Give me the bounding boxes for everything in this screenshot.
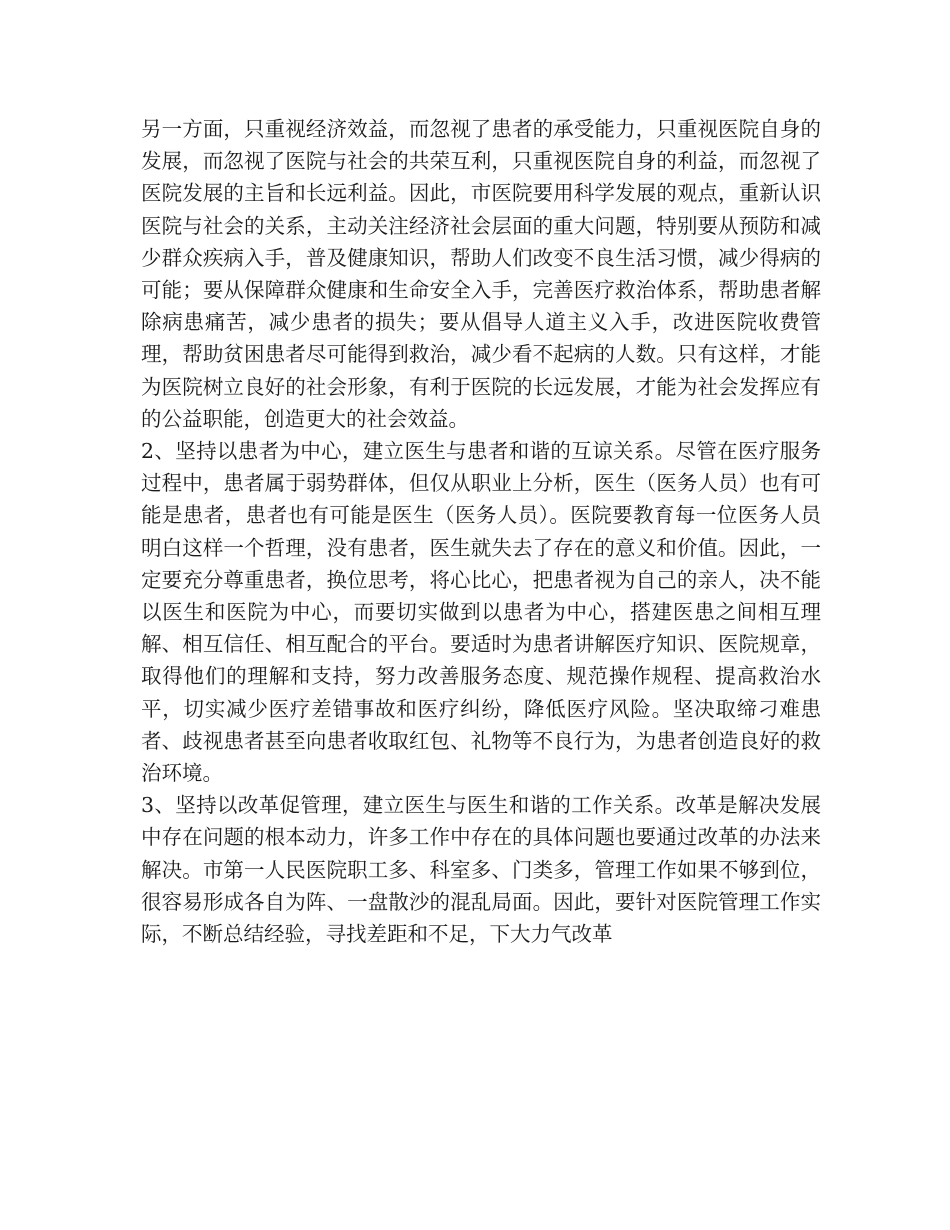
paragraph-3: 3、坚持以改革促管理，建立医生与医生和谐的工作关系。改革是解决发展中存在问题的根本动力，许多工作中存在的具体问题也要通过改革的办法来解决。市第一人民医院职工多、科室多、门类多，管理工作如果不够到位，很容易形成各自为阵、一盘散沙的混乱局面。因此，要针对医院管理工作实际，不断总结经验，寻找差距和不足，下大力气改革 — [141, 793, 821, 947]
paragraph-2: 2、坚持以患者为中心，建立医生与患者和谐的互谅关系。尽管在医疗服务过程中，患者属于弱势群体，但仅从职业上分析，医生（医务人员）也有可能是患者，患者也有可能是医生（医务人员）。医院要教育每一位医务人员明白这样一个哲理，没有患者，医生就失去了存在的意义和价值。因此，一定要充分尊重患者，换位思考，将心比心，把患者视为自己的亲人，决不能以医生和医院为中心，而要切实做到以患者为中心，搭建医患之间相互理解、相互信任、相互配合的平台。要适时为患者讲解医疗知识、医院规章，取得他们的理解和支持，努力改善服务态度、规范操作规程、提高救治水平，切实减少医疗差错事故和医疗纠纷，降低医疗风险。坚决取缔刁难患者、歧视患者甚至向患者收取红包、礼物等不良行为，为患者创造良好的救治环境。 — [141, 439, 821, 786]
document-body — [141, 113, 821, 950]
paragraph-1: 另一方面，只重视经济效益，而忽视了患者的承受能力，只重视医院自身的发展，而忽视了医院与社会的共荣互利，只重视医院自身的利益，而忽视了医院发展的主旨和长远利益。因此，市医院要用科学发展的观点，重新认识医院与社会的关系，主动关注经济社会层面的重大问题，特别要从预防和减少群众疾病入手，普及健康知识，帮助人们改变不良生活习惯，减少得病的可能；要从保障群众健康和生命安全入手，完善医疗救治体系，帮助患者解除病患痛苦，减少患者的损失；要从倡导人道主义入手，改进医院收费管理，帮助贫困患者尽可能得到救治，减少看不起病的人数。只有这样，才能为医院树立良好的社会形象，有利于医院的长远发展，才能为社会发挥应有的公益职能，创造更大的社会效益。 — [141, 117, 821, 431]
